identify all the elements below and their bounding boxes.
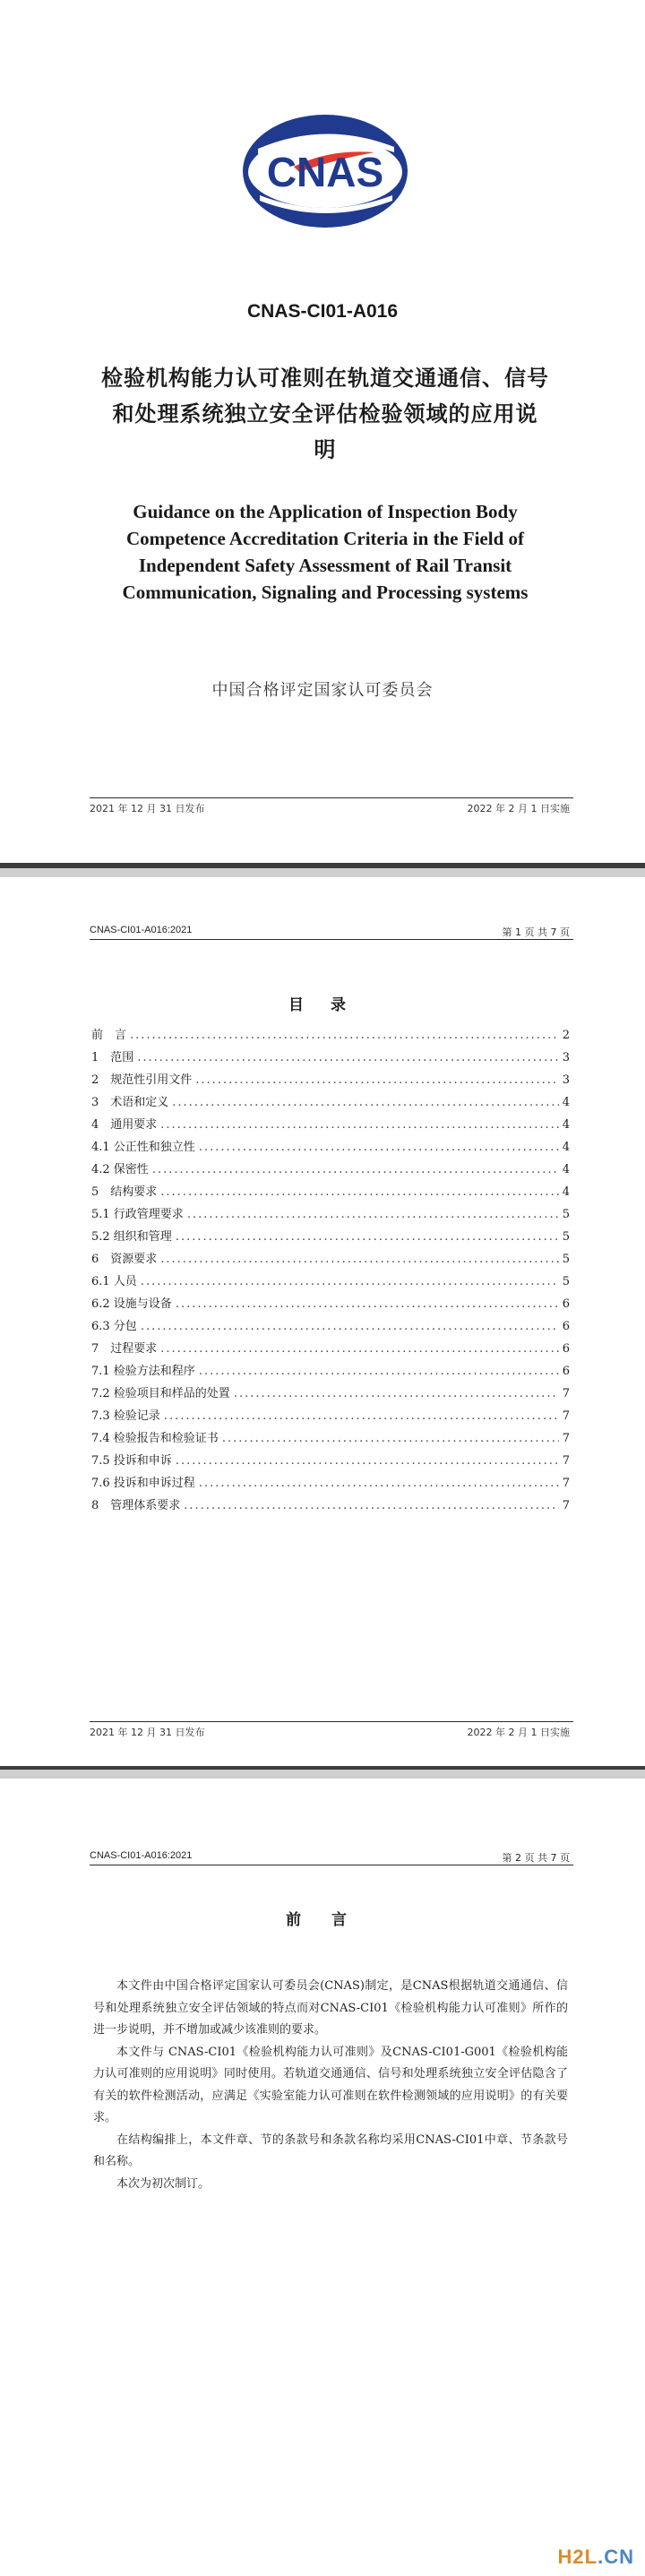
header-code: CNAS-CI01-A016:2021	[90, 1850, 193, 1861]
toc-entry[interactable]	[91, 1448, 570, 1470]
chinese-title-line: 和处理系统独立安全评估检验领域的应用说	[112, 401, 538, 426]
toc-entry[interactable]	[91, 1470, 570, 1493]
chinese-title-line: 检验机构能力认可准则在轨道交通通信、信号	[101, 366, 549, 391]
toc-entry-page: 5	[562, 1230, 570, 1244]
footer-divider	[90, 797, 573, 798]
toc-leader-dots	[176, 1296, 559, 1314]
toc-entry[interactable]	[91, 1246, 570, 1269]
toc-entry-label: 7.1 检验方法和程序	[91, 1365, 195, 1378]
toc-leader-dots	[164, 1408, 559, 1426]
page-separator	[0, 1766, 645, 1779]
toc-leader-dots	[222, 1430, 559, 1448]
toc-entry[interactable]	[91, 1022, 570, 1045]
toc-entry-label: 7.6 投诉和申诉过程	[91, 1477, 195, 1490]
toc-entry-page: 7	[562, 1477, 570, 1490]
toc-entry[interactable]	[91, 1202, 570, 1224]
toc-entry-label: 7.4 检验报告和检验证书	[91, 1432, 219, 1445]
toc-entry[interactable]	[91, 1157, 570, 1179]
toc-entry-page: 5	[562, 1275, 570, 1288]
toc-entry-page: 5	[562, 1208, 570, 1221]
toc-entry-label: 4.1 公正性和独立性	[91, 1141, 195, 1154]
toc-entry-page: 4	[562, 1163, 570, 1176]
toc-entry-page: 4	[562, 1118, 570, 1132]
toc-entry-label: 7.5 投诉和申诉	[91, 1454, 172, 1468]
english-title-line: Communication, Signaling and Processing systems	[122, 582, 529, 603]
toc-entry-label: 5.1 行政管理要求	[91, 1208, 184, 1221]
foreword-title: 前 言	[286, 1911, 359, 1929]
toc-entry[interactable]	[91, 1291, 570, 1314]
toc-entry-label: 1 范围	[91, 1051, 134, 1064]
foreword-paragraph: 本文件由中国合格评定国家认可委员会(CNAS)制定，是CNAS根据轨道交通通信、信号和处理系统独立安全评估领域的特点而对CNAS-CI01《检验机构能力认可准则》所作的进一步说明，并不增加或减少该准则的要求。	[93, 1979, 568, 2037]
toc-entry-label: 6.1 人员	[91, 1275, 137, 1288]
toc-entry[interactable]	[91, 1179, 570, 1202]
header-divider	[90, 939, 573, 940]
toc-leader-dots	[130, 1027, 559, 1045]
toc-entry-page: 4	[562, 1096, 570, 1109]
toc-leader-dots	[141, 1318, 559, 1336]
toc-entry-page: 7	[562, 1432, 570, 1445]
cnas-logo	[240, 113, 410, 229]
watermark-part: H2L	[557, 2546, 598, 2568]
toc-entry[interactable]	[91, 1112, 570, 1134]
toc-leader-dots	[172, 1094, 558, 1112]
toc-leader-dots	[176, 1228, 559, 1246]
english-title-line: Guidance on the Application of Inspection Body	[133, 501, 518, 522]
foreword-body	[93, 1976, 568, 2195]
toc-title: 目 录	[288, 996, 357, 1014]
toc-list	[91, 1022, 570, 1515]
toc-entry[interactable]	[91, 1381, 570, 1403]
english-title-line: Independent Safety Assessment of Rail Transit	[138, 555, 512, 576]
toc-leader-dots	[160, 1251, 558, 1269]
toc-entry-page: 2	[562, 1029, 570, 1042]
toc-entry[interactable]	[91, 1336, 570, 1358]
toc-leader-dots	[199, 1139, 559, 1157]
toc-entry-label: 8 管理体系要求	[91, 1499, 181, 1512]
cover-page	[0, 0, 645, 863]
toc-leader-dots	[176, 1452, 559, 1470]
toc-entry[interactable]	[91, 1090, 570, 1112]
toc-entry-label: 6 资源要求	[91, 1253, 158, 1266]
toc-leader-dots	[195, 1072, 558, 1090]
toc-leader-dots	[234, 1385, 559, 1403]
english-title	[88, 498, 563, 606]
toc-entry-label: 3 术语和定义	[91, 1096, 169, 1109]
toc-entry-page: 6	[562, 1297, 570, 1311]
implement-date: 2022 年 2 月 1 日实施	[467, 803, 570, 814]
issue-date: 2021 年 12 月 31 日发布	[90, 1727, 205, 1738]
toc-leader-dots	[141, 1273, 559, 1291]
toc-leader-dots	[160, 1116, 558, 1134]
toc-entry[interactable]	[91, 1224, 570, 1246]
toc-entry[interactable]	[91, 1269, 570, 1291]
toc-entry[interactable]	[91, 1493, 570, 1515]
toc-leader-dots	[187, 1206, 559, 1224]
toc-entry-page: 4	[562, 1185, 570, 1199]
page-separator	[0, 863, 645, 877]
logo-text: CNAS	[266, 149, 384, 195]
footer-divider	[90, 1721, 573, 1722]
foreword-paragraph: 本次为初次制订。	[116, 2176, 211, 2191]
toc-entry-page: 7	[562, 1499, 570, 1512]
toc-entry[interactable]	[91, 1314, 570, 1336]
toc-entry-label: 4 通用要求	[91, 1118, 158, 1132]
toc-leader-dots	[152, 1161, 559, 1179]
toc-entry[interactable]	[91, 1403, 570, 1426]
toc-entry-label: 2 规范性引用文件	[91, 1073, 193, 1087]
toc-entry-label: 5.2 组织和管理	[91, 1230, 172, 1244]
toc-entry-page: 6	[562, 1320, 570, 1333]
chinese-title-line: 明	[314, 437, 337, 462]
toc-entry-label: 7.3 检验记录	[91, 1409, 160, 1423]
toc-entry-page: 7	[562, 1454, 570, 1468]
toc-entry[interactable]	[91, 1134, 570, 1157]
implement-date: 2022 年 2 月 1 日实施	[467, 1727, 570, 1738]
toc-entry-page: 7	[562, 1387, 570, 1400]
toc-entry-label: 7 过程要求	[91, 1342, 158, 1356]
toc-entry[interactable]	[91, 1426, 570, 1448]
toc-entry-page: 6	[562, 1342, 570, 1356]
toc-entry-label: 5 结构要求	[91, 1185, 158, 1199]
toc-entry-page: 4	[562, 1141, 570, 1154]
foreword-paragraph: 在结构编排上，本文件章、节的条款号和条款名称均采用CNAS-CI01中章、节条款号和名称。	[93, 2132, 568, 2168]
toc-leader-dots	[199, 1363, 559, 1381]
foreword-page	[0, 1779, 645, 2576]
header-page-number: 第 1 页 共 7 页	[502, 926, 570, 938]
toc-entry[interactable]	[91, 1045, 570, 1067]
toc-leader-dots	[184, 1497, 558, 1515]
toc-entry-label: 7.2 检验项目和样品的处置	[91, 1387, 230, 1400]
site-watermark	[558, 2546, 634, 2569]
toc-entry-page: 3	[562, 1051, 570, 1064]
toc-entry-label: 6.2 设施与设备	[91, 1297, 172, 1311]
toc-leader-dots	[199, 1475, 559, 1493]
foreword-paragraph: 本文件与 CNAS-CI01《检验机构能力认可准则》及CNAS-CI01-G001《检验机构能力认可准则的应用说明》同时使用。若轨道交通通信、信号和处理系统独立安全评估隐含了有关的软件检测活动，应满足《实验室能力认可准则在软件检测领域的应用说明》的有关要求。	[93, 2045, 568, 2124]
english-title-line: Competence Accreditation Criteria in the Field of	[125, 528, 524, 549]
toc-entry[interactable]	[91, 1067, 570, 1090]
toc-entry-page: 6	[562, 1365, 570, 1378]
toc-leader-dots	[137, 1049, 558, 1067]
organization-name: 中国合格评定国家认可委员会	[211, 681, 434, 700]
watermark-part: .CN	[598, 2546, 634, 2568]
header-code: CNAS-CI01-A016:2021	[90, 925, 193, 935]
toc-entry-label: 4.2 保密性	[91, 1163, 149, 1176]
toc-entry-page: 5	[562, 1253, 570, 1266]
document-code: CNAS-CI01-A016	[246, 301, 399, 322]
toc-entry[interactable]	[91, 1358, 570, 1381]
chinese-title	[88, 360, 563, 468]
issue-date: 2021 年 12 月 31 日发布	[90, 803, 205, 814]
toc-page	[0, 877, 645, 1766]
toc-leader-dots	[160, 1184, 558, 1202]
toc-entry-page: 7	[562, 1409, 570, 1423]
toc-entry-label: 6.3 分包	[91, 1320, 137, 1333]
toc-leader-dots	[160, 1340, 558, 1358]
toc-entry-page: 3	[562, 1073, 570, 1087]
toc-entry-label: 前 言	[91, 1029, 127, 1042]
header-page-number: 第 2 页 共 7 页	[502, 1852, 570, 1864]
